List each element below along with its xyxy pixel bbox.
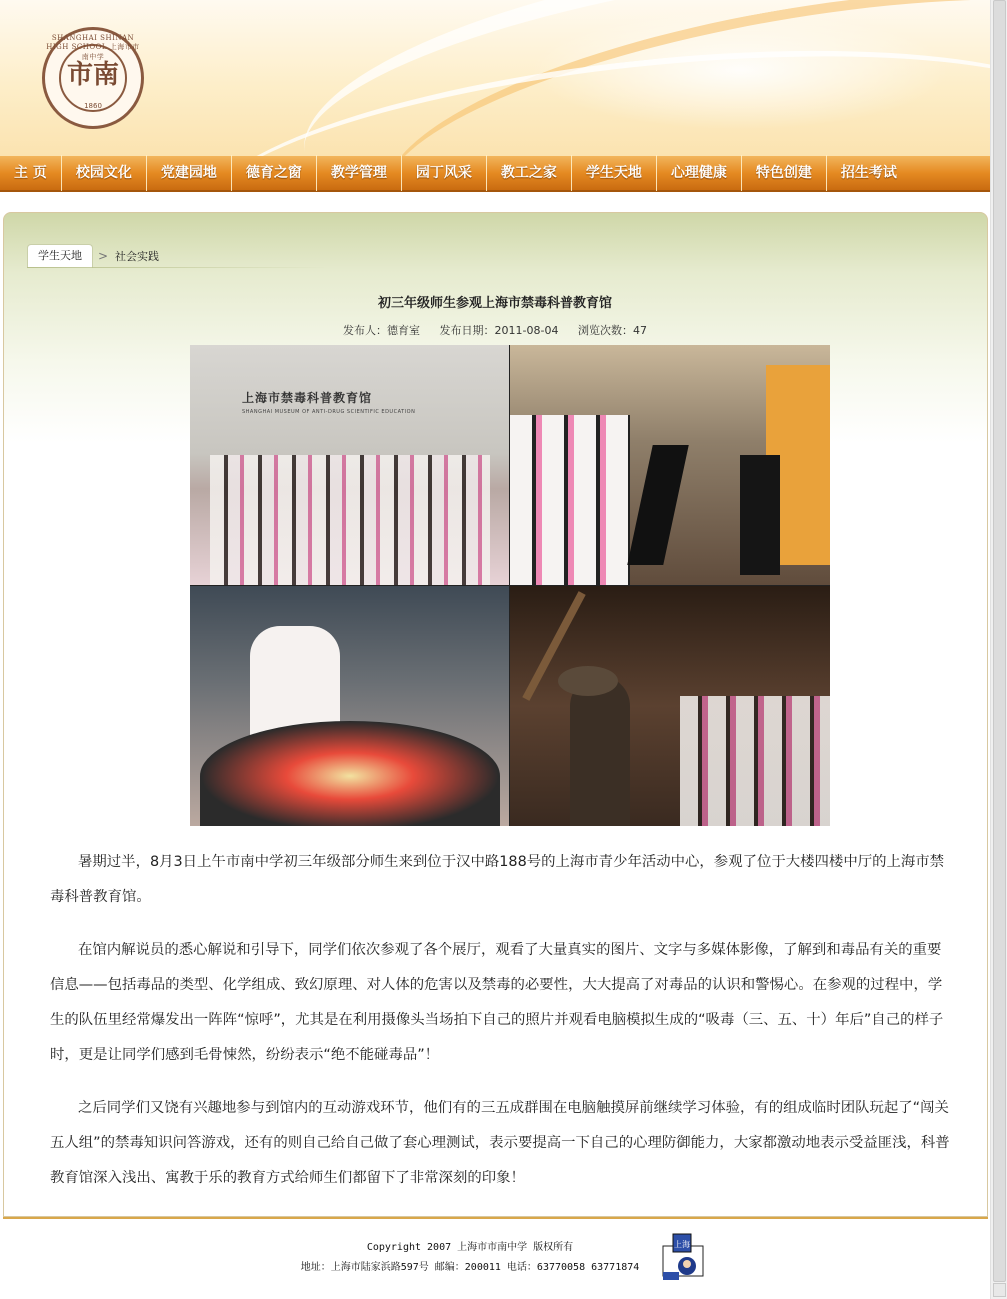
photo-wall-text: 上海市禁毒科普教育馆 <box>242 391 373 405</box>
site-footer <box>0 1238 940 1278</box>
breadcrumb-current[interactable]: 社会实践 <box>115 250 159 263</box>
photo-touchscreens <box>510 345 830 585</box>
nav-item-mental-health[interactable]: 心理健康 <box>657 155 742 191</box>
logo-ring-text: SHANGHAI SHINAN HIGH SCHOOL 上海市市南中学 <box>46 34 140 61</box>
nav-item-teachers[interactable]: 园丁风采 <box>402 155 487 191</box>
photo-screen <box>740 455 780 575</box>
scrollbar-thumb[interactable] <box>993 0 1006 1282</box>
photo-crowd <box>210 455 490 585</box>
breadcrumb-underline <box>27 267 327 268</box>
nav-item-staff[interactable]: 教工之家 <box>487 155 572 191</box>
photo-wall-subtext: SHANGHAI MUSEUM OF ANTI-DRUG SCIENTIFIC EDUCATION <box>242 409 416 415</box>
logo-glyph: 市南 <box>66 60 119 90</box>
badge-text: 上海 <box>674 1240 690 1249</box>
article-meta <box>190 322 800 338</box>
photo-interactive-table <box>190 586 509 826</box>
photo-exhibition-hall <box>510 586 830 826</box>
article-body <box>50 845 950 1214</box>
nav-item-students[interactable]: 学生天地 <box>572 155 657 191</box>
footer-copyright: Copyright 2007 上海市市南中学 版权所有 <box>366 1242 574 1253</box>
article-paragraph: 之后同学们又饶有兴趣地参与到馆内的互动游戏环节，他们有的三五成群围在电脑触摸屏前继续学习体验，有的组成临时团队玩起了“闯关五人组”的禁毒知识问答游戏，还有的则自己给自己做了套心理测试，表示要提高一下自己的心理防御能力，大家都激动地表示受益匪浅，科普教育馆深入浅出、寓教于乐的教育方式给师生们都留下了非常深刻的印象！ <box>50 1100 950 1186</box>
photo-people <box>510 415 630 585</box>
article-paragraph: 在馆内解说员的悉心解说和引导下，同学们依次参观了各个展厅，观看了大量真实的图片、文字与多媒体影像，了解到和毒品有关的重要信息——包括毒品的类型、化学组成、致幻原理、对人体的危害以及禁毒的必要性，大大提高了对毒品的认识和警惕心。在参观的过程中，学生的队伍里经常爆发出一阵阵“惊呼”，尤其是在利用摄像头当场拍下自己的照片并观看电脑模拟生成的“吸毒（三、五、十）年后”自己的样子时，更是让同学们感到毛骨悚然，纷纷表示“绝不能碰毒品”！ <box>50 942 944 1063</box>
footer-divider <box>3 1217 988 1219</box>
nav-item-features[interactable]: 特色创建 <box>742 155 827 191</box>
scroll-down-arrow-icon[interactable] <box>993 1283 1006 1297</box>
photo-people <box>680 696 830 826</box>
logo-year: 1860 <box>84 102 102 110</box>
article-publisher: 发布人：德育室 <box>343 324 421 337</box>
article-paragraph: 暑期过半，8月3日上午市南中学初三年级部分师生来到位于汉中路188号的上海市青少年活动中心，参观了位于大楼四楼中厅的上海市禁毒科普教育馆。 <box>50 854 945 905</box>
main-nav <box>0 156 990 192</box>
photo-screen <box>627 445 689 565</box>
article-date: 发布日期：2011-08-04 <box>439 324 559 337</box>
nav-item-home[interactable]: 主 页 <box>0 155 62 191</box>
article-views: 浏览次数：47 <box>577 324 647 337</box>
school-logo[interactable] <box>42 27 144 129</box>
nav-item-teaching[interactable]: 教学管理 <box>317 155 402 191</box>
photo-group-museum-entrance <box>190 345 509 585</box>
breadcrumb <box>27 244 159 268</box>
article-title: 初三年级师生参观上海市禁毒科普教育馆 <box>377 296 612 311</box>
photo-statue-hat <box>558 666 618 696</box>
chevron-right-icon: > <box>97 249 109 263</box>
photo-table <box>200 721 500 826</box>
nav-item-admissions[interactable]: 招生考试 <box>840 165 897 181</box>
nav-item-moral-education[interactable]: 德育之窗 <box>232 155 317 191</box>
photo-collage <box>190 345 830 826</box>
nav-item-party[interactable]: 党建园地 <box>147 155 232 191</box>
nav-item-campus-culture[interactable]: 校园文化 <box>62 155 147 191</box>
police-badge-icon[interactable] <box>657 1232 707 1284</box>
footer-address: 地址：上海市陆家浜路597号 邮编：200011 电话：63770058 63771874 <box>300 1262 640 1273</box>
site-header <box>0 0 990 156</box>
breadcrumb-section[interactable]: 学生天地 <box>27 244 93 268</box>
vertical-scrollbar[interactable] <box>990 0 1007 1299</box>
photo-statue <box>570 676 630 826</box>
